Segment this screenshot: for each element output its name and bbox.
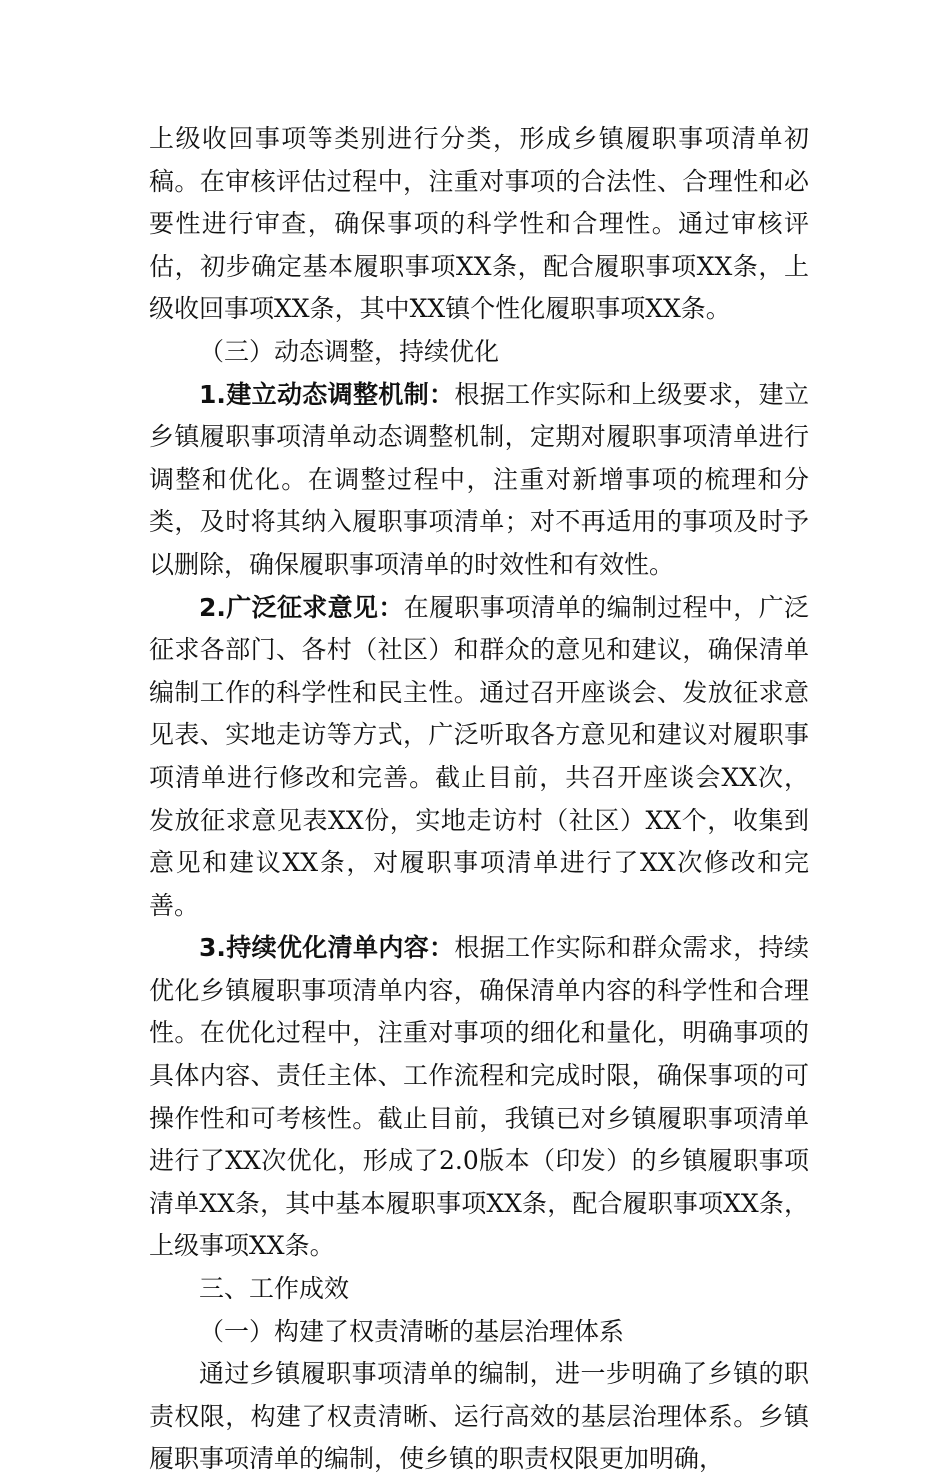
item-1-paragraph bbox=[149, 374, 809, 587]
item-3-paragraph bbox=[149, 927, 809, 1268]
paragraph-governance: 通过乡镇履职事项清单的编制，进一步明确了乡镇的职责权限，构建了权责清晰、运行高效的基层治理体系。乡镇履职事项清单的编制，使乡镇的职责权限更加明确， bbox=[149, 1359, 809, 1474]
item-1-body: 根据工作实际和上级要求，建立乡镇履职事项清单动态调整机制，定期对履职事项清单进行调整和优化。在调整过程中，注重对新增事项的梳理和分类，及时将其纳入履职事项清单；对不再适用的事项及时予以删除，确保履职事项清单的时效性和有效性。 bbox=[149, 379, 809, 579]
subsection-heading-governance-system: （一）构建了权责清晰的基层治理体系 bbox=[199, 1316, 625, 1346]
item-1-lead: 1.建立动态调整机制： bbox=[199, 379, 455, 409]
item-3-body: 根据工作实际和群众需求，持续优化乡镇履职事项清单内容，确保清单内容的科学性和合理性。在优化过程中，注重对事项的细化和量化，明确事项的具体内容、责任主体、工作流程和完成时限，确保事项的可操作性和可考核性。截止目前，我镇已对乡镇履职事项清单进行了XX次优化，形成了2.0版本（印发）的乡镇履职事项清单XX条，其中基本履职事项XX条，配合履职事项XX条，上级事项XX条。 bbox=[149, 933, 809, 1261]
section-heading-work-results: 三、工作成效 bbox=[199, 1274, 350, 1304]
item-2-body: 在履职事项清单的编制过程中，广泛征求各部门、各村（社区）和群众的意见和建议，确保清单编制工作的科学性和民主性。通过召开座谈会、发放征求意见表、实地走访等方式，广泛听取各方意见和建议对履职事项清单进行修改和完善。截止目前，共召开座谈会XX次，发放征求意见表XX份，实地走访村（社区）XX个，收集到意见和建议XX条，对履职事项清单进行了XX次修改和完善。 bbox=[149, 592, 809, 920]
document-page bbox=[149, 118, 809, 1481]
item-2-paragraph bbox=[149, 587, 809, 928]
paragraph-classification: 上级收回事项等类别进行分类，形成乡镇履职事项清单初稿。在审核评估过程中，注重对事项的合法性、合理性和必要性进行审查，确保事项的科学性和合理性。通过审核评估，初步确定基本履职事项XX条，配合履职事项XX条，上级收回事项XX条，其中XX镇个性化履职事项XX条。 bbox=[149, 124, 809, 324]
item-3-lead: 3.持续优化清单内容： bbox=[199, 933, 455, 963]
item-2-lead: 2.广泛征求意见： bbox=[199, 592, 404, 622]
section-heading-dynamic-adjustment: （三）动态调整，持续优化 bbox=[199, 336, 500, 366]
